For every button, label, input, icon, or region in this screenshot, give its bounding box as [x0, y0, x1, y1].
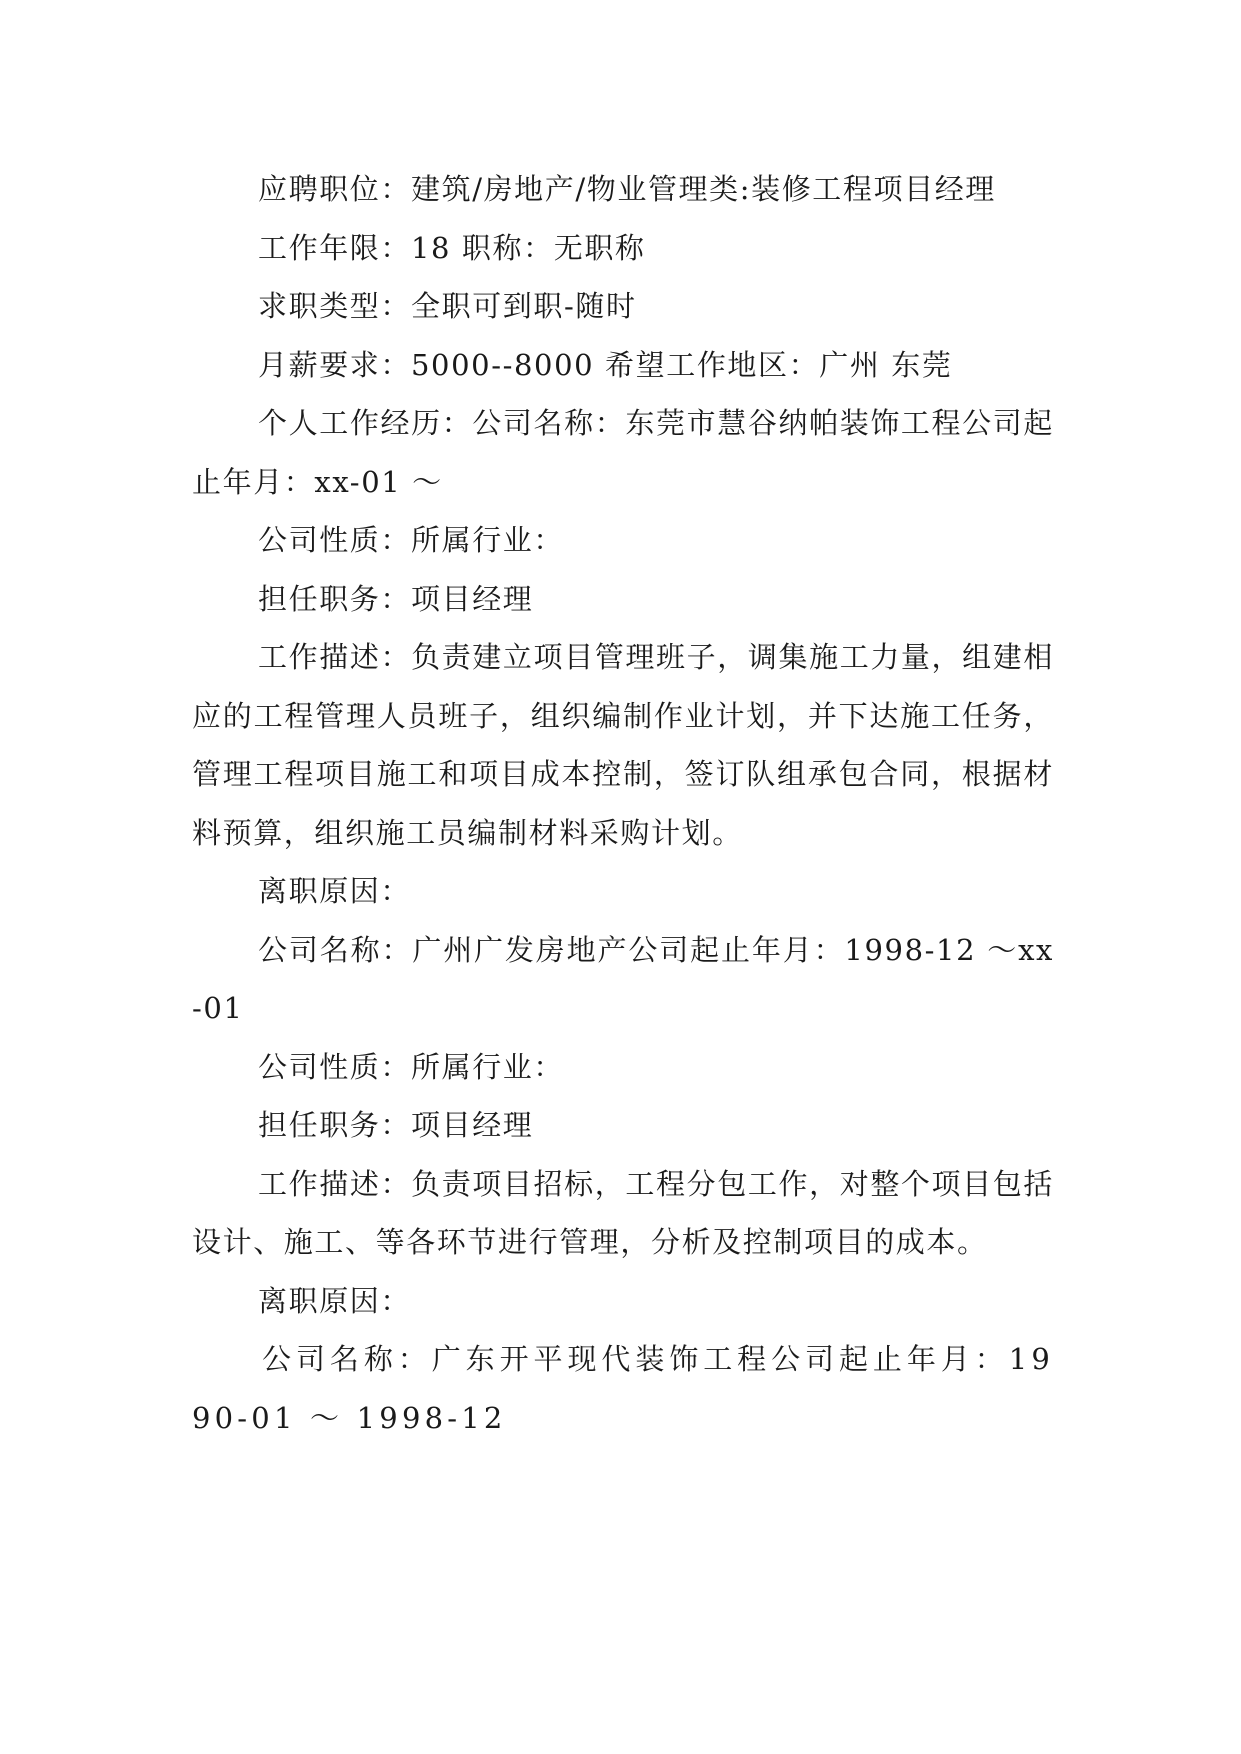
work-years-and-title: 工作年限：18 职称：无职称	[258, 230, 646, 265]
company-3-name-period: 公司名称：广东开平现代装饰工程公司起止年月：1990-01 ～ 1998-12	[192, 1342, 1054, 1435]
company-2-position: 担任职务：项目经理	[258, 1108, 534, 1142]
company-2-leave-reason: 离职原因：	[258, 1283, 412, 1318]
company-1-position: 担任职务：项目经理	[258, 581, 534, 616]
applied-position: 应聘职位：建筑/房地产/物业管理类:装修工程项目经理	[258, 172, 996, 206]
salary-and-location: 月薪要求：5000--8000 希望工作地区：广州 东莞	[258, 347, 953, 382]
company-2-description: 工作描述：负责项目招标，工程分包工作，对整个项目包括设计、施工、等各环节进行管理，分析及控制项目的成本。	[192, 1166, 1054, 1259]
company-2-nature: 公司性质：所属行业：	[258, 1049, 565, 1084]
company-1-nature: 公司性质：所属行业：	[258, 523, 565, 557]
company-2-name-period: 公司名称：广州广发房地产公司起止年月：1998-12 ～xx-01	[192, 932, 1054, 1025]
work-history-company-1: 个人工作经历：公司名称：东莞市慧谷纳帕装饰工程公司起止年月：xx-01 ～	[192, 406, 1054, 499]
company-1-leave-reason: 离职原因：	[258, 874, 412, 908]
document-page	[192, 160, 1054, 1447]
job-type: 求职类型：全职可到职-随时	[258, 289, 637, 323]
company-1-description: 工作描述：负责建立项目管理班子，调集施工力量，组建相应的工程管理人员班子，组织编制作业计划，并下达施工任务，管理工程项目施工和项目成本控制，签订队组承包合同，根据材料预算，组织施工员编制材料采购计划。	[192, 640, 1054, 850]
